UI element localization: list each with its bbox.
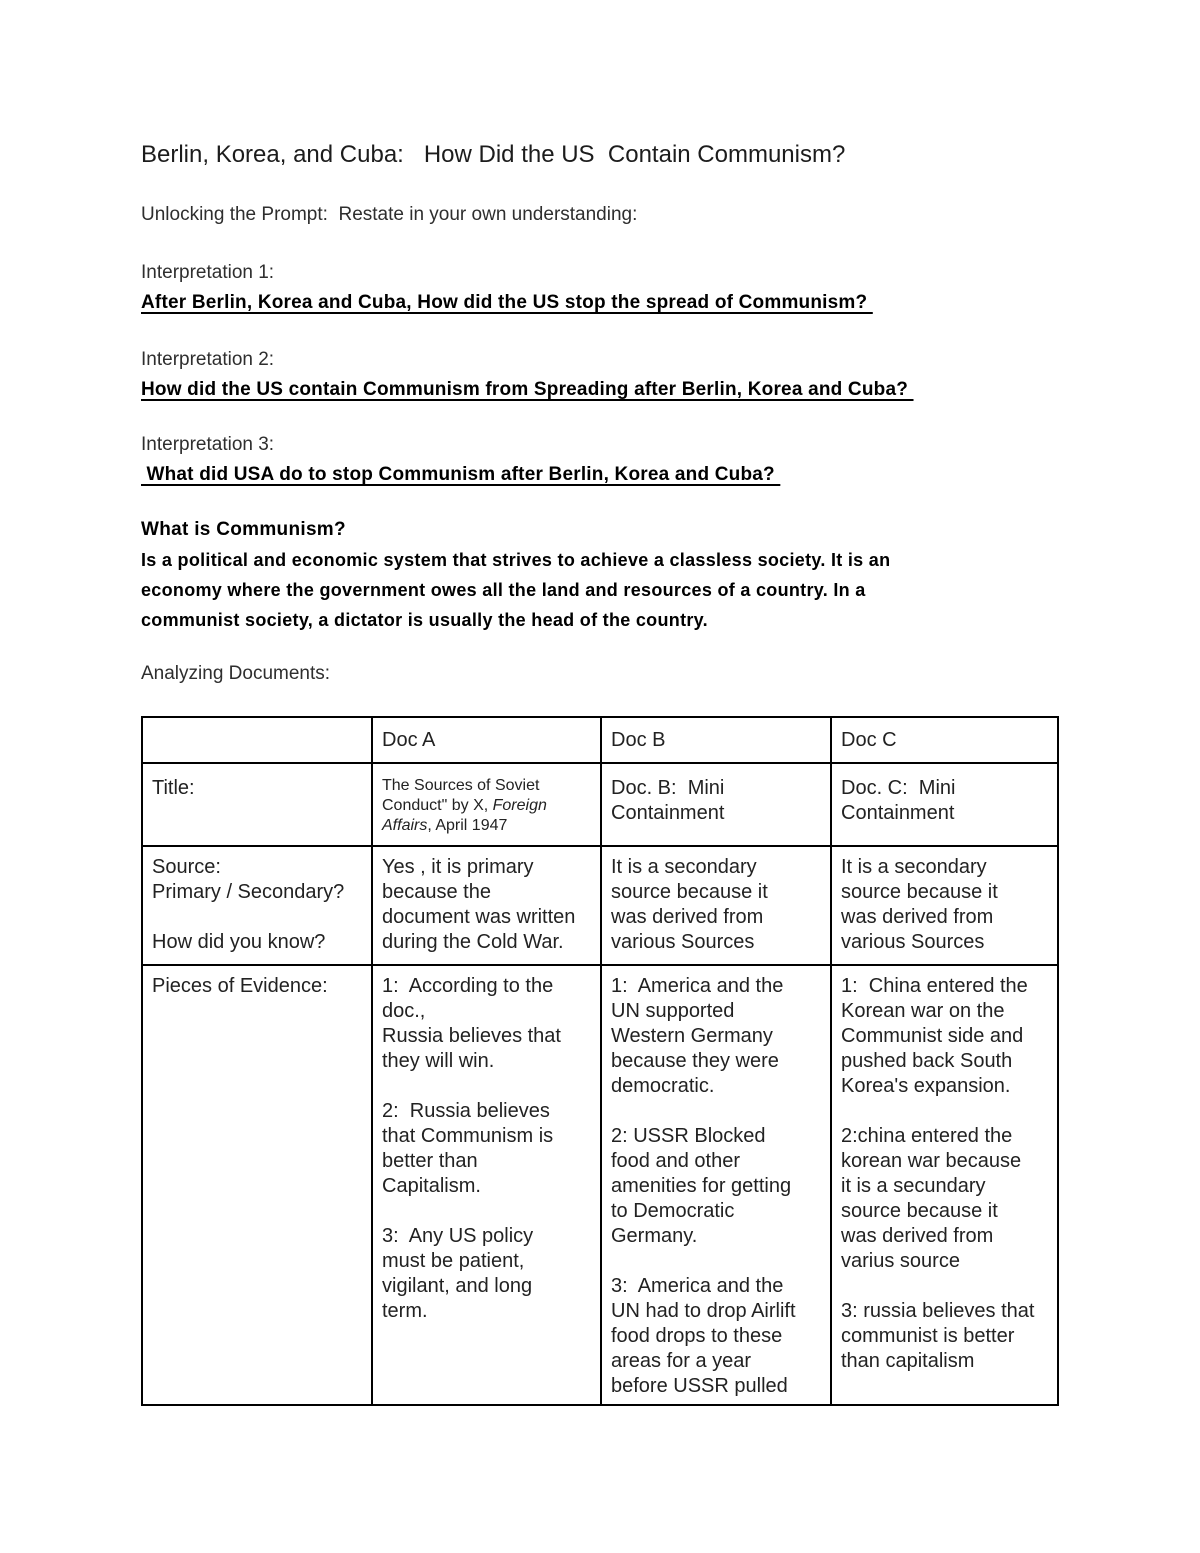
interpretation-2-label: Interpretation 2: — [141, 349, 275, 370]
document-title: Berlin, Korea, and Cuba: How Did the US Contain Communism? — [141, 141, 846, 168]
title-doc-a-italic: Foreign Affairs — [382, 797, 551, 834]
table-row-evidence — [142, 965, 1058, 1405]
header-doc-b: Doc B — [601, 717, 831, 763]
evidence-doc-b: 1: America and the UN supported Western Germany because they were democratic. 2: USSR Blocked food and other amenities for getting to Democratic Germany. 3: America and the UN had to drop Airlift food drops to these areas for a year before USSR pulled — [601, 965, 831, 1405]
header-empty-cell — [142, 717, 372, 763]
interpretation-3-text: What did USA do to stop Communism after Berlin, Korea and Cuba? — [141, 464, 781, 485]
title-row-label: Title: — [142, 763, 372, 846]
what-is-communism-body: Is a political and economic system that strives to achieve a classless society. It is an economy where the government owes all the land and resources of a country. In a communist society, a dictator is usually the head of the country. — [141, 550, 891, 630]
source-doc-a: Yes , it is primary because the document was written during the Cold War. — [372, 846, 601, 965]
prompt-instruction: Unlocking the Prompt: Restate in your own understanding: — [141, 204, 638, 225]
title-doc-b: Doc. B: Mini Containment — [601, 763, 831, 846]
source-doc-c: It is a secondary source because it was derived from various Sources — [831, 846, 1058, 965]
interpretation-1-section — [141, 258, 873, 318]
table-row-title — [142, 763, 1058, 846]
interpretation-2-section — [141, 345, 914, 405]
header-doc-c: Doc C — [831, 717, 1058, 763]
source-row-label: Source: Primary / Secondary? How did you know? — [142, 846, 372, 965]
evidence-row-label: Pieces of Evidence: — [142, 965, 372, 1405]
title-doc-a-post: , April 1947 — [427, 817, 508, 834]
evidence-doc-c: 1: China entered the Korean war on the Communist side and pushed back South Korea's expansion. 2:china entered the korean war because it is a secundary source because it was derived from varius source 3: russia believes that communist is better than capitalism — [831, 965, 1058, 1405]
what-is-communism-section — [141, 515, 890, 635]
analyzing-documents-label: Analyzing Documents: — [141, 663, 331, 684]
header-doc-a: Doc A — [372, 717, 601, 763]
interpretation-1-label: Interpretation 1: — [141, 262, 275, 283]
table-header-row — [142, 717, 1058, 763]
what-is-communism-heading: What is Communism? — [141, 519, 346, 540]
source-doc-b: It is a secondary source because it was derived from various Sources — [601, 846, 831, 965]
title-doc-a — [372, 763, 601, 846]
title-doc-c: Doc. C: Mini Containment — [831, 763, 1058, 846]
interpretation-3-label: Interpretation 3: — [141, 434, 275, 455]
table-row-source — [142, 846, 1058, 965]
document-analysis-table — [141, 716, 1059, 1406]
interpretation-2-text: How did the US contain Communism from Spreading after Berlin, Korea and Cuba? — [141, 379, 914, 400]
title-doc-a-pre: The Sources of Soviet Conduct" by X, — [382, 777, 544, 814]
interpretation-1-text: After Berlin, Korea and Cuba, How did the US stop the spread of Communism? — [141, 292, 873, 313]
interpretation-3-section — [141, 430, 780, 490]
evidence-doc-a: 1: According to the doc., Russia believes that they will win. 2: Russia believes that Communism is better than Capitalism. 3: Any US policy must be patient, vigilant, and long term. — [372, 965, 601, 1405]
